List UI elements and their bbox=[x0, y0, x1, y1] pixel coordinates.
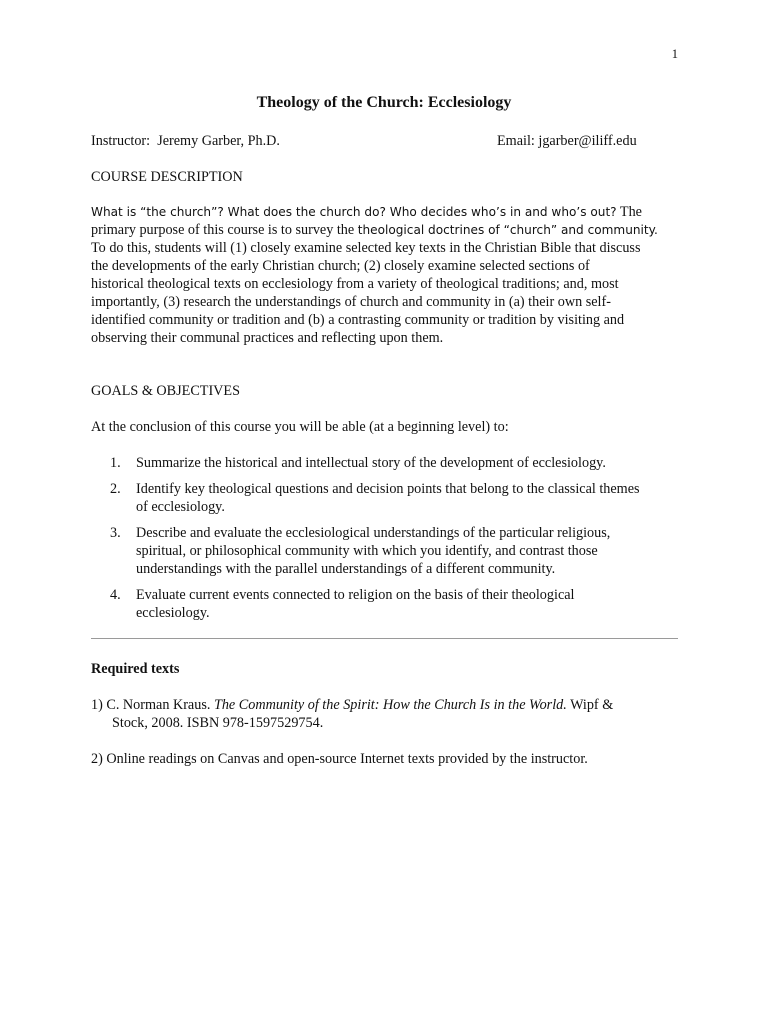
reference-2: 2) Online readings on Canvas and open-source Internet texts provided by the instructor. bbox=[91, 751, 588, 767]
description-line bbox=[91, 221, 681, 239]
reference-1-line bbox=[91, 696, 681, 714]
description-question: What is “the church”? What does the church do? Who decides who’s in and who’s out? bbox=[91, 205, 617, 219]
goal-text: Describe and evaluate the ecclesiological understandings of the particular religious, bbox=[136, 525, 611, 541]
reference-1-details: Stock, 2008. ISBN 978-1597529754. bbox=[112, 715, 324, 731]
reference-1 bbox=[91, 696, 681, 732]
goal-text: Evaluate current events connected to religion on the basis of their theological bbox=[136, 587, 575, 603]
goal-item bbox=[110, 454, 680, 472]
description-line: importantly, (3) research the understandings of church and community in (a) their own self- bbox=[91, 294, 611, 310]
goal-item bbox=[110, 586, 680, 622]
description-line: To do this, students will (1) closely examine selected key texts in the Christian Bible that discuss bbox=[91, 240, 641, 256]
page-number: 1 bbox=[671, 47, 678, 61]
description-line bbox=[91, 203, 681, 221]
description-line: the developments of the early Christian church; (2) closely examine selected sections of bbox=[91, 258, 590, 274]
goal-text: understandings with the parallel understandings of a different community. bbox=[136, 561, 556, 577]
goals-heading: GOALS & OBJECTIVES bbox=[91, 383, 240, 399]
goal-text: of ecclesiology. bbox=[136, 499, 225, 515]
required-texts-heading: Required texts bbox=[91, 661, 180, 677]
goal-number: 4. bbox=[110, 587, 121, 603]
goal-item bbox=[110, 524, 680, 578]
description-line: identified community or tradition and (b) a contrasting community or tradition by visiting and bbox=[91, 312, 625, 328]
document-title: Theology of the Church: Ecclesiology bbox=[256, 94, 512, 111]
goal-text: Identify key theological questions and decision points that belong to the classical themes bbox=[136, 481, 640, 497]
course-description-paragraph bbox=[91, 203, 681, 347]
goal-number: 3. bbox=[110, 525, 121, 541]
reference-1-publisher: Wipf & bbox=[566, 697, 614, 713]
goal-number: 2. bbox=[110, 481, 121, 497]
description-line: observing their communal practices and reflecting upon them. bbox=[91, 330, 444, 346]
goal-number: 1. bbox=[110, 455, 121, 471]
instructor-info-row bbox=[91, 132, 646, 150]
goal-item bbox=[110, 480, 680, 516]
goal-text: spiritual, or philosophical community with which you identify, and contrast those bbox=[136, 543, 598, 559]
description-line: historical theological texts on ecclesiology from a variety of theological traditions; and, most bbox=[91, 276, 619, 292]
reference-1-title: The Community of the Spirit: How the Church Is in the World. bbox=[213, 697, 567, 713]
instructor-email: Email: jgarber@iliff.edu bbox=[497, 133, 637, 149]
section-divider bbox=[91, 638, 678, 639]
goals-intro: At the conclusion of this course you will be able (at a beginning level) to: bbox=[91, 419, 509, 435]
description-line-tail: The bbox=[616, 204, 642, 220]
course-description-heading: COURSE DESCRIPTION bbox=[91, 169, 243, 185]
goals-list bbox=[110, 454, 680, 630]
instructor-name: Instructor: Jeremy Garber, Ph.D. bbox=[91, 133, 280, 149]
reference-1-author: 1) C. Norman Kraus. bbox=[91, 697, 214, 713]
description-line-head: primary purpose of this course is to survey the bbox=[91, 222, 355, 238]
description-line-alt: theological doctrines of “church” and community. bbox=[357, 223, 658, 237]
goal-text: Summarize the historical and intellectual story of the development of ecclesiology. bbox=[136, 455, 606, 471]
goal-text: ecclesiology. bbox=[136, 605, 210, 621]
